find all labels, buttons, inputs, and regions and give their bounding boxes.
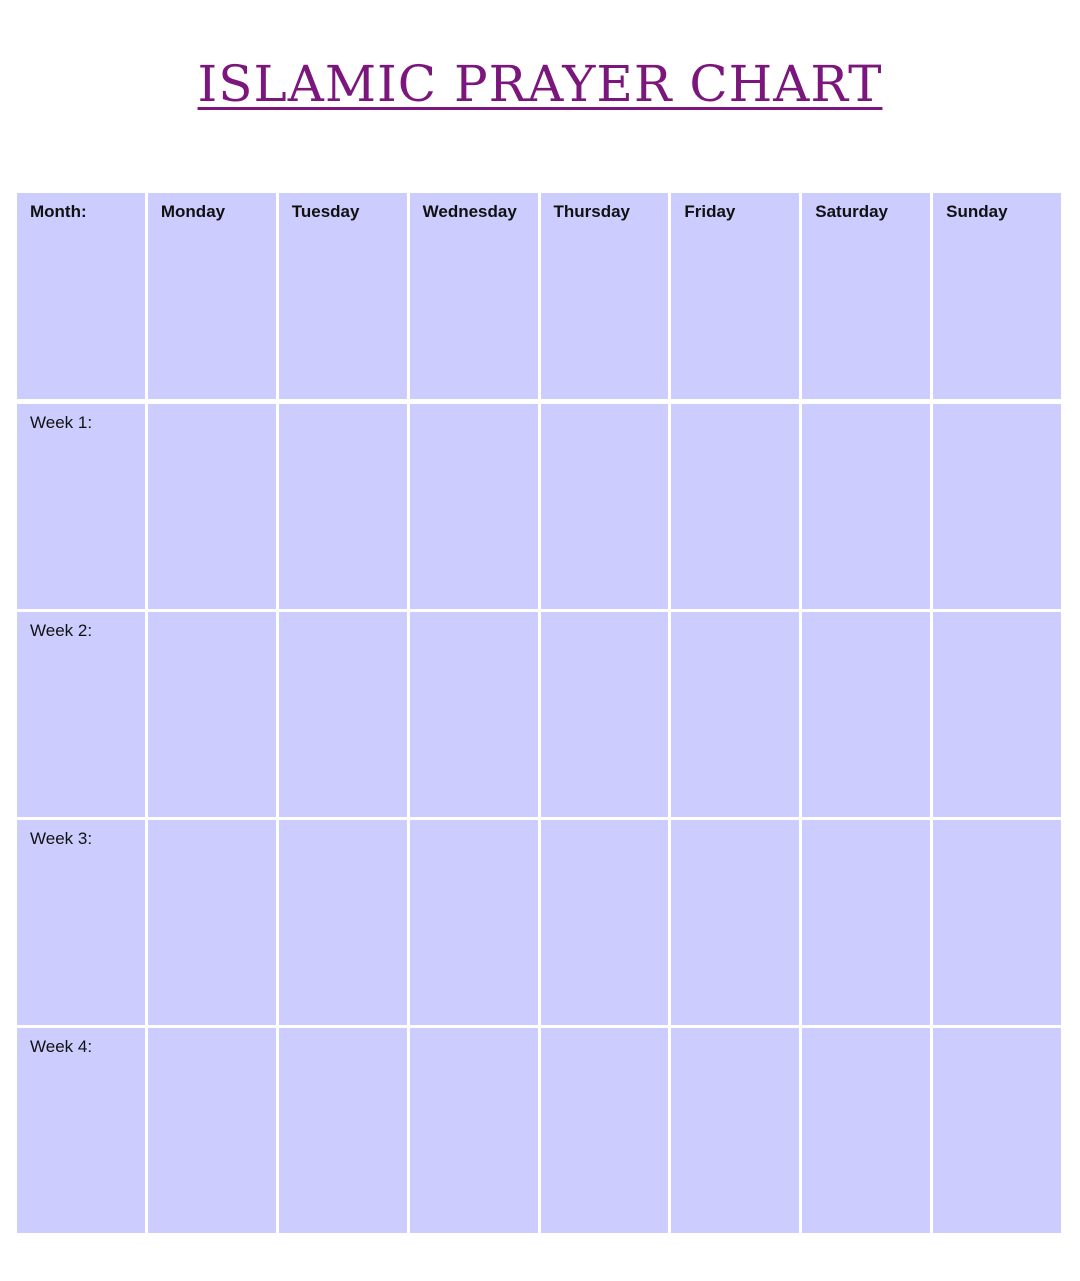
week-label-2: Week 2: <box>17 612 145 817</box>
week-2-thursday-cell[interactable] <box>541 612 669 817</box>
day-header-saturday: Saturday <box>802 193 930 399</box>
week-4-tuesday-cell[interactable] <box>279 1028 407 1233</box>
week-2-sunday-cell[interactable] <box>933 612 1061 817</box>
week-3-wednesday-cell[interactable] <box>410 820 538 1025</box>
week-label-4: Week 4: <box>17 1028 145 1233</box>
week-2-monday-cell[interactable] <box>148 612 276 817</box>
week-4-monday-cell[interactable] <box>148 1028 276 1233</box>
week-2-friday-cell[interactable] <box>671 612 799 817</box>
week-4-thursday-cell[interactable] <box>541 1028 669 1233</box>
week-3-saturday-cell[interactable] <box>802 820 930 1025</box>
day-header-friday: Friday <box>671 193 799 399</box>
week-1-saturday-cell[interactable] <box>802 404 930 609</box>
month-header-cell: Month: <box>17 193 145 399</box>
week-1-tuesday-cell[interactable] <box>279 404 407 609</box>
week-1-sunday-cell[interactable] <box>933 404 1061 609</box>
week-4-saturday-cell[interactable] <box>802 1028 930 1233</box>
day-header-sunday: Sunday <box>933 193 1061 399</box>
week-2-tuesday-cell[interactable] <box>279 612 407 817</box>
prayer-chart-table <box>17 193 1061 1233</box>
week-4-wednesday-cell[interactable] <box>410 1028 538 1233</box>
week-label-3: Week 3: <box>17 820 145 1025</box>
day-header-wednesday: Wednesday <box>410 193 538 399</box>
week-1-friday-cell[interactable] <box>671 404 799 609</box>
week-3-sunday-cell[interactable] <box>933 820 1061 1025</box>
title-area <box>0 52 1080 116</box>
week-1-thursday-cell[interactable] <box>541 404 669 609</box>
week-label-1: Week 1: <box>17 404 145 609</box>
day-header-tuesday: Tuesday <box>279 193 407 399</box>
week-1-wednesday-cell[interactable] <box>410 404 538 609</box>
week-4-sunday-cell[interactable] <box>933 1028 1061 1233</box>
week-3-monday-cell[interactable] <box>148 820 276 1025</box>
week-3-tuesday-cell[interactable] <box>279 820 407 1025</box>
week-1-monday-cell[interactable] <box>148 404 276 609</box>
week-4-friday-cell[interactable] <box>671 1028 799 1233</box>
day-header-monday: Monday <box>148 193 276 399</box>
week-2-wednesday-cell[interactable] <box>410 612 538 817</box>
day-header-thursday: Thursday <box>541 193 669 399</box>
page-title: ISLAMIC PRAYER CHART <box>197 55 883 113</box>
week-2-saturday-cell[interactable] <box>802 612 930 817</box>
week-3-friday-cell[interactable] <box>671 820 799 1025</box>
week-3-thursday-cell[interactable] <box>541 820 669 1025</box>
